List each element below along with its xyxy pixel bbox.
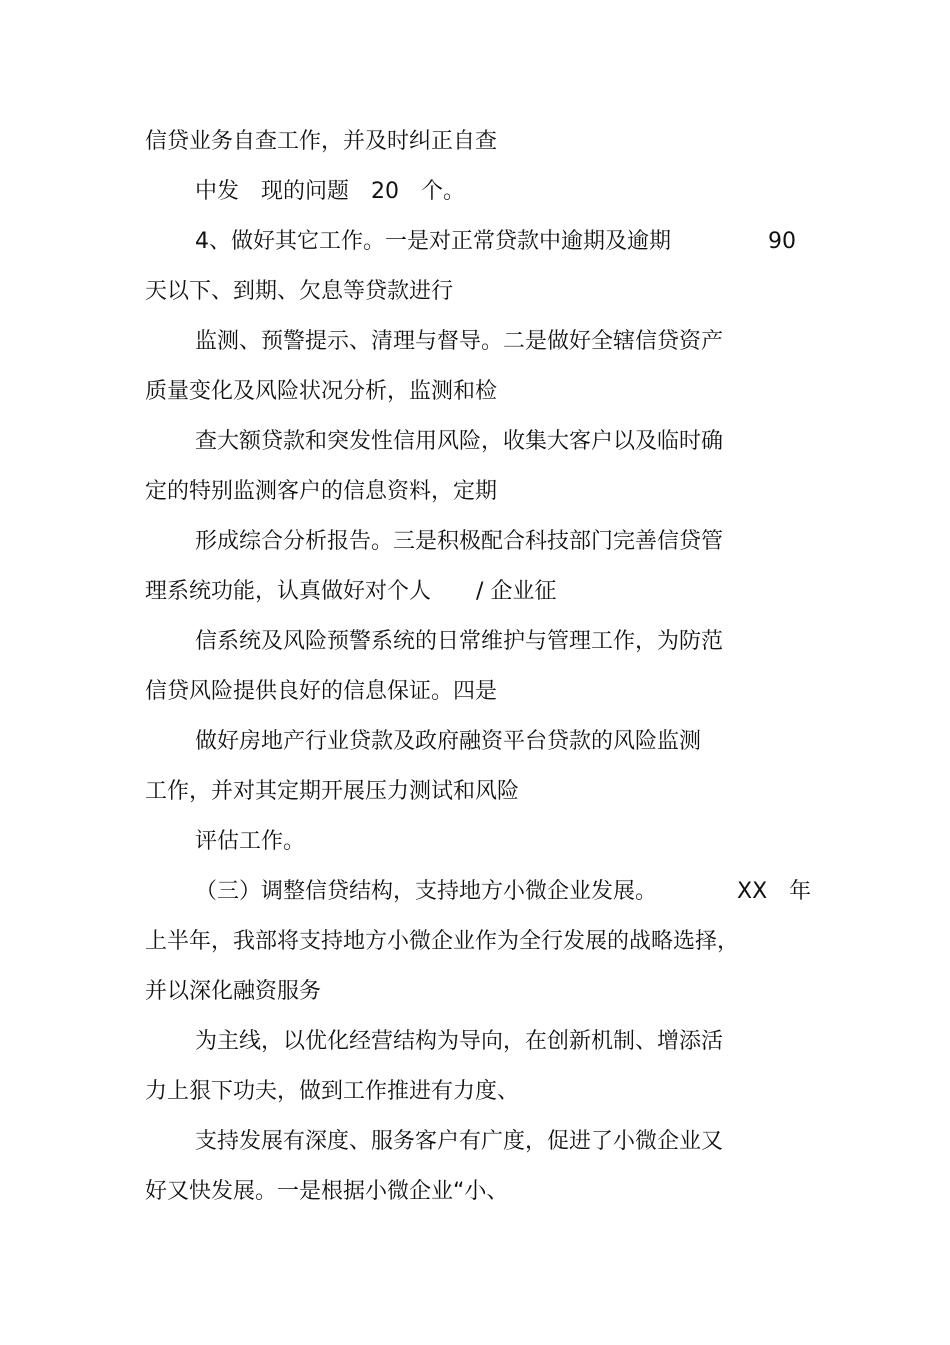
text-line: 上半年，我部将支持地方小微企业作为全行发展的战略选择，	[145, 929, 740, 954]
section-heading: （三）调整信贷结构，支持地方小微企业发展。	[195, 879, 658, 904]
text-line: 查大额贷款和突发性信用风险，收集大客户以及临时确	[195, 429, 724, 454]
text-line: 信贷业务自查工作，并及时纠正自查	[145, 129, 498, 154]
text-line: 天以下、到期、欠息等贷款进行	[145, 279, 454, 304]
text-line: 监测、预警提示、清理与督导。二是做好全辖信贷资产	[195, 329, 724, 354]
text-line: 中发 现的问题 20 个。	[195, 179, 465, 204]
text-line: 力上狠下功夫，做到工作推进有力度、	[145, 1079, 520, 1104]
text-line: 好又快发展。一是根据小微企业“小、	[145, 1179, 509, 1204]
text-line: 形成综合分析报告。三是积极配合科技部门完善信贷管	[195, 529, 724, 554]
text-line: 质量变化及风险状况分析，监测和检	[145, 379, 498, 404]
text-line: 4、做好其它工作。一是对正常贷款中逾期及逾期	[195, 229, 671, 254]
text-line: 定的特别监测客户的信息资料，定期	[145, 479, 498, 504]
text-line: 并以深化融资服务	[145, 979, 322, 1004]
text-line: 做好房地产行业贷款及政府融资平台贷款的风险监测	[195, 729, 702, 754]
text-line: XX 年	[737, 879, 812, 904]
text-line: 评估工作。	[195, 829, 306, 854]
text-line: 信系统及风险预警系统的日常维护与管理工作，为防范	[195, 629, 724, 654]
text-line: 信贷风险提供良好的信息保证。四是	[145, 679, 498, 704]
text-line: 支持发展有深度、服务客户有广度，促进了小微企业又	[195, 1129, 724, 1154]
text-line: 理系统功能，认真做好对个人	[145, 579, 432, 604]
text-line: 工作，并对其定期开展压力测试和风险	[145, 779, 520, 804]
text-line: / 企业征	[476, 579, 557, 604]
text-line: 90	[768, 229, 796, 254]
text-line: 为主线，以优化经营结构为导向，在创新机制、增添活	[195, 1029, 724, 1054]
